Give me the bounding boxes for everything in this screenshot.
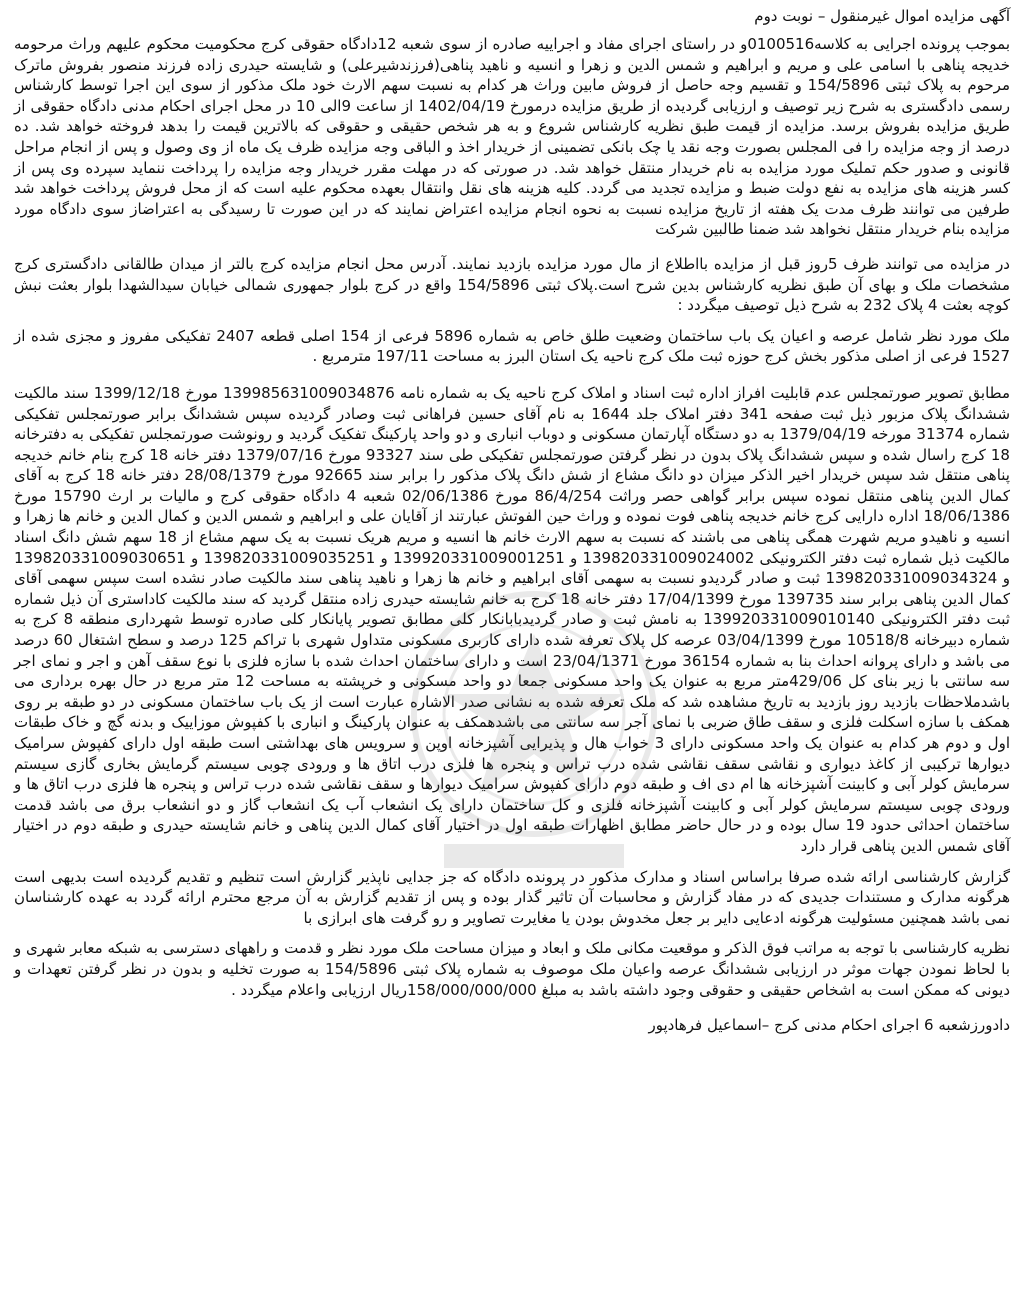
paragraph-ownership-history: مطابق تصویر صورتمجلس عدم قابلیت افراز اداره ثبت اسناد و املاک کرج ناحیه یک به شماره نامه 139985631009034876 مورخ 1399/12/18 سند مالکیت ششدانگ پلاک مزبور ذیل ثبت صفحه 341 دفتر املاک جلد 1644 به نام آقای حسین فراهانی ثبت وصادر گردیده سپس ششدانگ برابر صورتمجلس تفکیکی شماره 31374 مورخه 1379/04/19 به دو دستگاه آپارتمان مسکونی و دوباب انباری و دو واحد پارکینگ تفکیک گردید و رونوشت صورتمجلس تفکیکی به دفترخانه 18 کرج راسال شده و سپس ششدانگ پلاک بدون در نظر گرفتن صورتمجلس تفکیکی طی سند 93327 مورخ 1379/07/16 دفتر خانه 18 کرج بنام خانم خدیجه پناهی منتقل شد سپس خریدار اخیر الذکر میزان دو دانگ مشاع از شش دانگ پلاک مذکور را برابر سند 92665 مورخ 28/08/1379 دفتر خانه 18 کرج به آقای کمال الدین پناهی منتقل نموده سپس برابر گواهی حصر وراثت 86/4/254 مورخ 02/06/1386 شعبه 4 دادگاه حقوقی کرج و مالیات بر ارث 15790 مورخ 18/06/1386 اداره دارایی کرج خانم خدیجه پناهی فوت نموده و وراث حین الفوتش عبارتند از آقایان علی و ابراهیم و شمس الدین و کمال الدین و خانم ها زهرا و انسیه و ناهیدو مریم شهرت همگی پناهی می باشند که نسبت به سهم الارث خانم ها انسیه و مریم هریک نسبت به یک سهم مشاع از 18 سهم شش دانگ اسناد مالکیت ذیل شماره ثبت دفتر الکترونیکی 139820331009024002 و 139920331009001251 و 139820331009035251 و 139820331009030651 و 139820331009034324 ثبت و صادر گردیدو نسبت به سهمی آقای ابراهیم و خانم ها زهرا و ناهید پناهی سند مالکیت صادر نشده است سپس سهمی آقای کمال الدین پناهی برابر سند 139735 مورخ 17/04/1399 دفتر خانه 18 کرج به خانم شایسته حیدری زاده منتقل گردید که سند مالکیت کاداستری آن ذیل شماره ثبت دفتر الکترونیکی 139920331009010140 به نامش ثبت و صادر گردیدبابانکار کلی مطابق تصویر پایانکار کلی صادره توسط شهرداری منطقه 8 کرج به شماره دبیرخانه 10518/8 مورخ 03/04/1399 عرصه کل پلاک تعرفه شده دارای کاربری مسکونی متداول شهری با تراکم 125 درصد و سطح اشتغال 60 درصد می باشد و دارای پروانه احداث بنا به شماره 36154 مورخ 23/04/1371 است و دارای ساختمان احداث شده با سازه فلزی با نوع سقف آهن و اجر و نمای اجر سه سانتی با زیر بنای کل 429/06متر مربع به عنوان یک واحد مسکونی جمعا دو واحد مسکونی و خرپشته به مساحت 12 متر مربع در حال بهره برداری می باشدملاحظات بازدید روز بازدید به تاریخ مشاهده شد که ملک تعرفه شده به نشانی صدر الاشاره عبارت است از یک باب ساختمان مسکونی در دو طبقه بر روی همکف با سازه اسکلت فلزی و سقف طاق ضربی با نمای آجر سه سانتی می باشدهمکف به عنوان پارکینگ و انباری با کفپوش موزاییک و بدنه گچ و خاک طبقات اول و دوم هر کدام به عنوان یک واحد مسکونی دارای 3 خواب هال و پذیرایی آشپزخانه اوپن و سرویس های بهداشتی است طبقه اول دارای کفپوش سرامیک دیوارها ترکیبی از کاغذ دیواری و نقاشی سقف نقاشی شده درب تراس و پنجره ها فلزی درب اتاق ها و ورودی چوبی سیستم گرمایش بخاری گازی سیستم سرمایش کولر آبی و کابینت آشپزخانه ها ام دی اف و طبقه دوم دارای کفپوش سرامیک دیوارها و سقف نقاشی شده درب تراس و پنجره ها فلزی درب اتاق ها و ورودی چوبی سیستم سرمایش کولر آبی و کابینت آشپزخانه فلزی و کل ساختمان دارای یک انشعاب آب یک انشعاب گاز و دو انشعاب برق می باشد قدمت ساختمان احداثی حدود 19 سال بوده و در حال حاضر مطابق اظهارات طبقه اول در اختیار آقای کمال الدین پناهی و خانم شایسته حیدری و طبقه دوم در اختیار آقای شمس الدین پناهی قرار دارد bbox=[14, 383, 1011, 855]
notice-page bbox=[14, 4, 1010, 1285]
paragraph-expert-disclaimer: گزارش کارشناسی ارائه شده صرفا براساس اسناد و مدارک مذکور در پرونده دادگاه که جز جدایی ناپذیر گزارش است تنظیم و تقدیم گردیده است بدیهی است هرگونه مدارک و مستندات جدیدی که در مفاد گزارش و محاسبات آن تاثیر گذار بوده و پس از تقدیم گزارش به آن مرجع محترم ارائه گردد به عهده کارشناسان نمی باشد همچنین مسئولیت هرگونه ادعایی دایر بر جعل مخدوش بودن یا مغایرت تصاویر و رو گرفت های ابرازی با bbox=[14, 867, 1010, 927]
paragraph-valuation: نظریه کارشناسی با توجه به مراتب فوق الذکر و موقعیت مکانی ملک و ابعاد و میزان مساحت ملک مورد نظر و قدمت و راههای دسترسی به شبکه معابر شهری و با لحاظ نمودن جهات موثر در ارزیابی ششدانگ عرصه واعیان ملک موصوف به شماره پلاک ثبتی 154/5896 به صورت تخلیه و بدون در نظر گرفتن تعهدات و دیونی که ممکن است به اشخاص حقیقی و حقوقی وجود داشته باشد به مبلغ 158/000/000/000ریال ارزیابی واعلام میگردد . bbox=[14, 939, 1011, 999]
paragraph-auction-terms: بموجب پرونده اجرایی به کلاسه0100516و در راستای اجرای مفاد و اجراییه صادره از سوی شعبه 12دادگاه حقوقی کرج محکومیت محکوم علیهم وراث مرحومه خدیجه پناهی با اسامی علی و مریم و ابراهیم و شمس الدین و زهرا و انسیه و ناهید پناهی(فرزندشیرعلی) و شایسته حیدری زاده فرزند منصور بفروش ماترک مرحوم به پلاک ثبتی 154/5896 و تقسیم وجه حاصل از فروش مابین وراث هر کدام به نسبت سهم الارث خود ملک مذکور از سوی این اجرا توسط کارشناس رسمی دادگستری به شرح زیر توصیف و ارزیابی گردیده از طریق مزایده درمورخ 1402/04/19 از ساعت 9الی 10 در محل اجرای احکام مدنی دادگاه حقوقی از طریق مزایده بفروش برسد. مزایده از قیمت طبق نظریه کارشناس شروع و به هر شخص حقیقی و حقوقی که بالاترین قیمت را بدهد فروخته خواهد شد. ده درصد از وجه مزایده را فی المجلس بصورت وجه نقد یا چک بانکی تضمینی از خریدار اخذ و الباقی وجه مزایده ظرف یک ماه از وی وصول و پس از انجام مراحل قانونی و صدور حکم تملیک مورد مزایده به نام خریدار منتقل خواهد شد. در صورتی که در مهلت مقرر خریدار وجه مزایده را پرداخت ننماید سپرده وی پس از کسر هزینه های مزایده به نفع دولت ضبط و مزایده تجدید می گردد. کلیه هزینه های نقل وانتقال بعهده محکوم علیه است که از محل فروش پرداخت خواهد شد طرفین می توانند ظرف مدت یک هفته از تاریخ مزایده نسبت به نحوه انجام مزایده اعتراض نمایند که در این صورت تا رسیدگی به اعتراضاز سوی دادگاه مورد مزایده بنام خریدار منتقل نخواهد شد ضمنا طالبین شرکت bbox=[14, 35, 1011, 239]
paragraph-visit-and-address: در مزایده می توانند ظرف 5روز قبل از مزایده بااطلاع از مال مورد مزایده بازدید نمایند. آدرس محل انجام مزایده کرج بالتر از میدان طالقانی دادگستری کرج مشخصات ملک و بهای آن طبق نظریه کارشناس بدین شرح است.پلاک ثبتی 154/5896 واقع در کرج بلوار جمهوری شمالی خیابان سیدالشهدا بلوار بعثت نبش کوچه بعثت 4 پلاک 232 به شرح ذیل توصیف میگردد : bbox=[14, 254, 1011, 315]
paragraph-property-description: ملک مورد نظر شامل عرصه و اعیان یک باب ساختمان وضعیت طلق خاص به شماره 5896 فرعی از 154 اصلی قطعه 2407 تفکیکی مفروز و مجزی شده از 1527 فرعی از اصلی مذکور بخش کرج حوزه ثبت ملک کرج ناحیه یک استان البرز به مساحت 197/11 مترمربع . bbox=[14, 326, 1011, 366]
signature-line: دادورزشعبه 6 اجرای احکام مدنی کرج –اسماعیل فرهادپور bbox=[648, 1016, 1010, 1035]
notice-title: آگهی مزایده اموال غیرمنقول – نوبت دوم bbox=[754, 7, 1010, 25]
